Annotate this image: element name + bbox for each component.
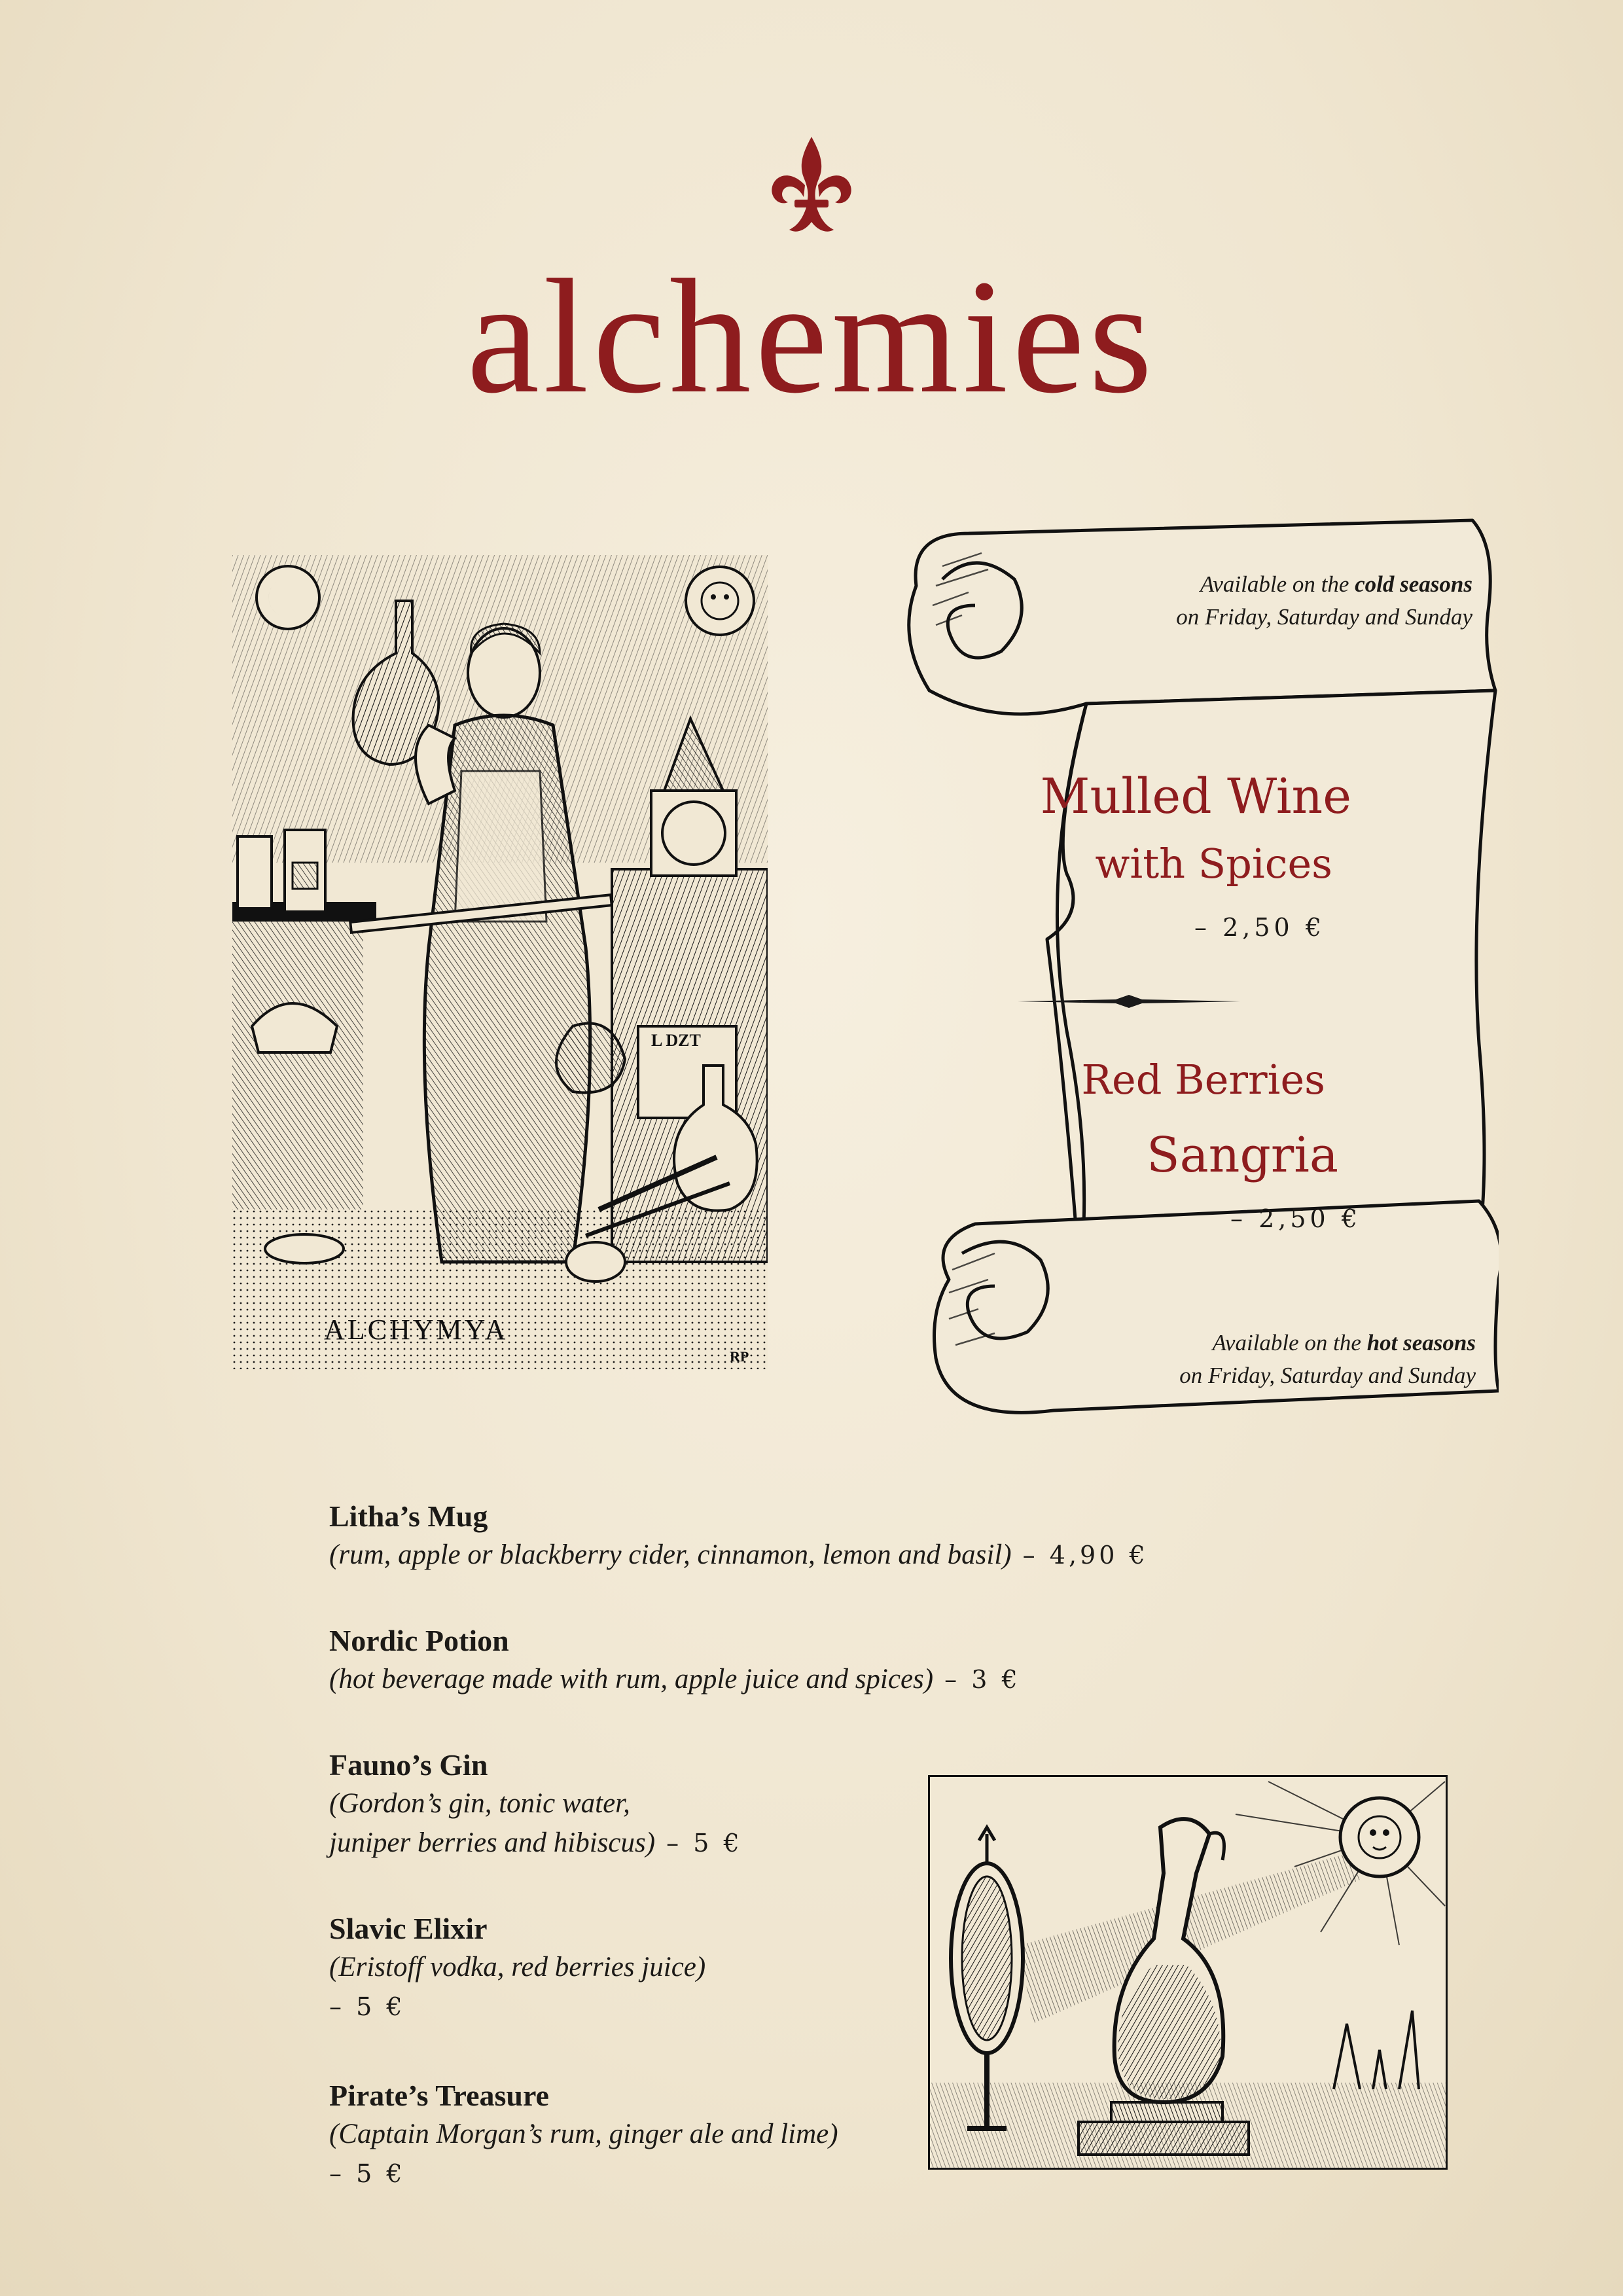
svg-text:ALCHYMYA: ALCHYMYA bbox=[324, 1314, 508, 1346]
drink-name: Fauno’s Gin bbox=[329, 1748, 488, 1782]
drink-name: Slavic Elixir bbox=[329, 1912, 488, 1945]
drink-name: Pirate’s Treasure bbox=[329, 2079, 549, 2112]
drink-description: (rum, apple or blackberry cider, cinnamon, lemon and basil) – 4,90 € bbox=[329, 1539, 1149, 1570]
drink-name: Litha’s Mug bbox=[329, 1499, 488, 1533]
mulled-wine-title: Mulled Wine bbox=[1040, 768, 1351, 825]
drink-item-nordic-potion bbox=[329, 1622, 1278, 1746]
drink-price: 5 € bbox=[356, 1992, 406, 2021]
drink-description: juniper berries and hibiscus) – 5 € bbox=[329, 1827, 743, 1858]
sangria-price: – 2,50 € bbox=[1230, 1204, 1361, 1233]
menu-title: alchemies bbox=[467, 246, 1156, 427]
drink-name: Nordic Potion bbox=[329, 1624, 509, 1657]
drink-price: 5 € bbox=[693, 1829, 743, 1857]
distillation-engraving bbox=[928, 1775, 1448, 2170]
scroll-parchment bbox=[870, 507, 1499, 1424]
drink-description: (Eristoff vodka, red berries juice) bbox=[329, 1952, 706, 1982]
sangria-subtitle: Sangria bbox=[1146, 1127, 1338, 1183]
sangria-title: Red Berries bbox=[1081, 1056, 1325, 1103]
drink-price-line: – 5 € bbox=[329, 2159, 406, 2188]
drink-price: 4,90 € bbox=[1049, 1541, 1149, 1570]
drink-description: (Captain Morgan’s rum, ginger ale and lime) bbox=[329, 2119, 838, 2149]
drink-item-lithas-mug bbox=[329, 1498, 1278, 1622]
hot-season-note: Available on the hot seasons on Friday, Saturday and Sunday bbox=[1179, 1330, 1476, 1388]
mulled-wine-price: – 2,50 € bbox=[1194, 913, 1325, 942]
fleur-de-lis-icon bbox=[766, 134, 857, 239]
svg-text:RP: RP bbox=[730, 1348, 749, 1365]
mulled-wine-subtitle: with Spices bbox=[1095, 840, 1332, 888]
drink-price: 3 € bbox=[971, 1665, 1021, 1694]
alchemist-engraving bbox=[232, 555, 768, 1369]
drink-description: (Gordon’s gin, tonic water, bbox=[329, 1788, 630, 1819]
drink-price-line: – 5 € bbox=[329, 1992, 406, 2021]
ornament-divider bbox=[1018, 994, 1240, 1009]
svg-text:L DZT: L DZT bbox=[651, 1031, 701, 1050]
drink-price: 5 € bbox=[356, 2159, 406, 2188]
cold-season-note: Available on the cold seasons on Friday, Saturday and Sunday bbox=[1176, 571, 1472, 630]
drink-description: (hot beverage made with rum, apple juice and spices) – 3 € bbox=[329, 1664, 1021, 1695]
